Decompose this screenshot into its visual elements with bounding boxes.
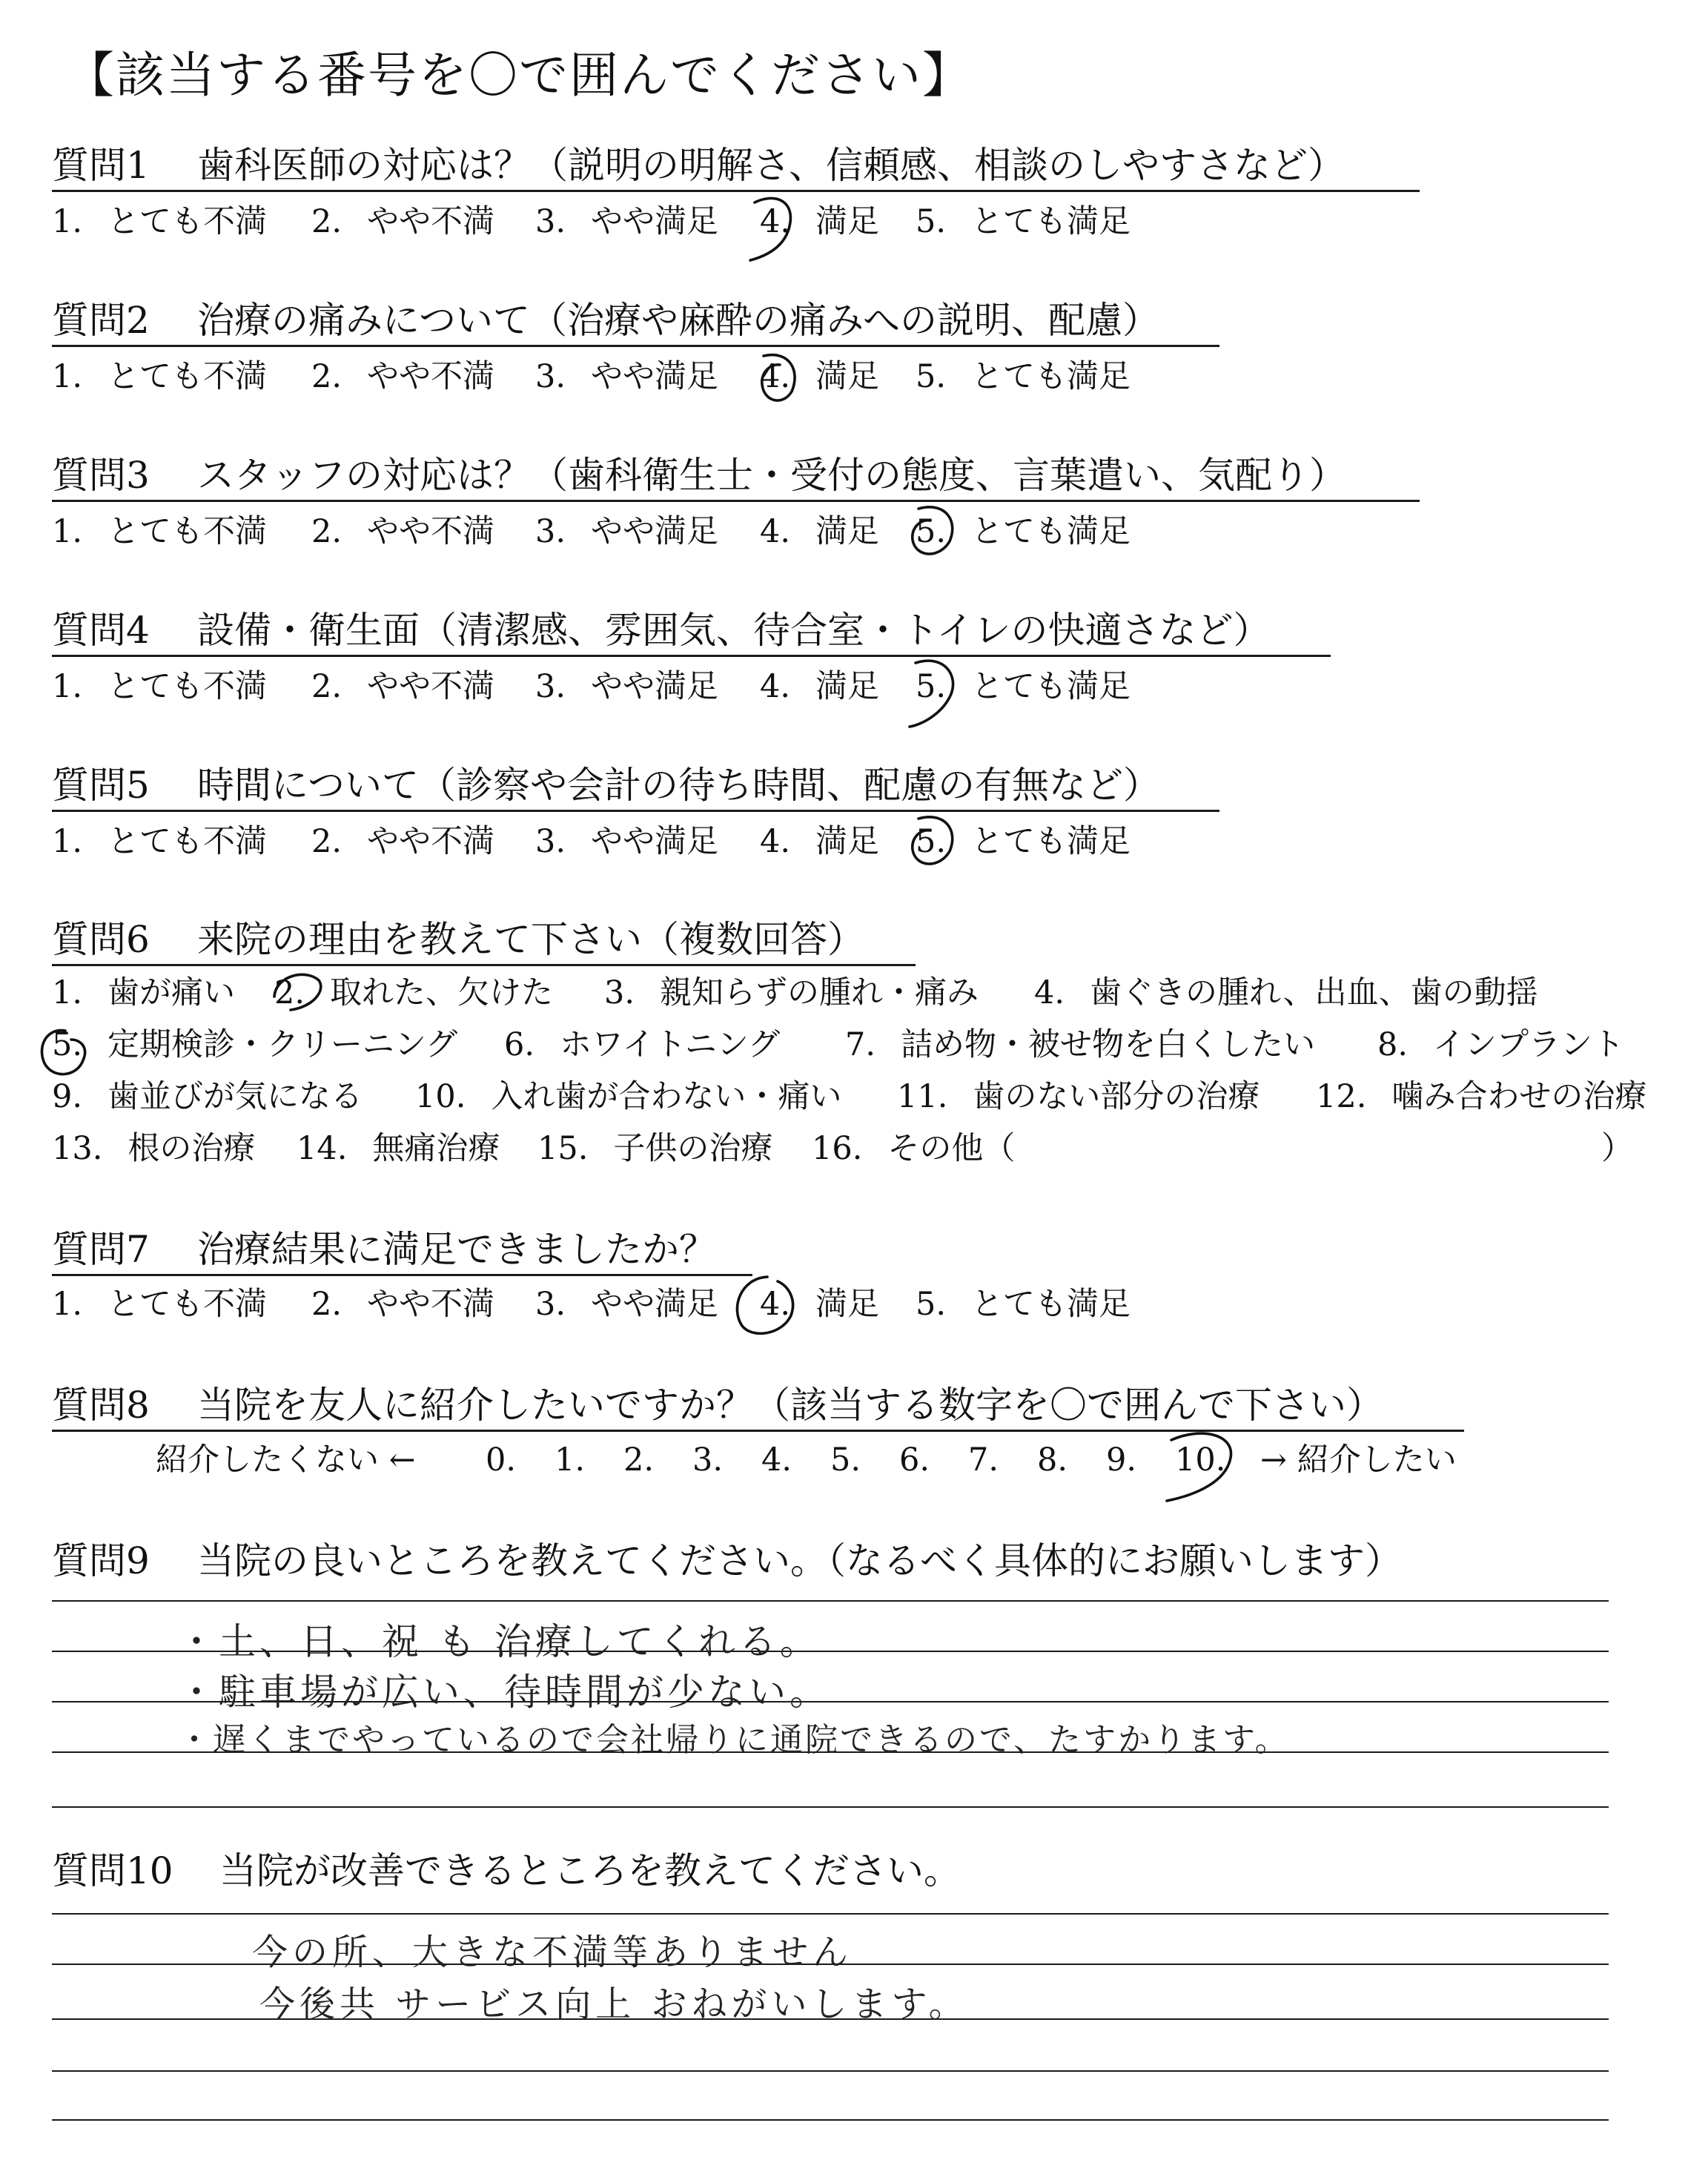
question-7-option-2[interactable]: 2. やや不満	[311, 1286, 495, 1323]
good-points-answer-3[interactable]: ・遅くまでやっているので会社帰りに通院できるので、たすかります。	[178, 1721, 1290, 1759]
good-points-answer-2[interactable]: ・駐車場が広い、待時間が少ない。	[178, 1671, 830, 1714]
reason-option-2[interactable]: 2. 取れた、欠けた	[274, 974, 554, 1011]
question-5-option-2[interactable]: 2. やや不満	[311, 823, 495, 860]
question-5-option-3[interactable]: 3. やや満足	[535, 823, 719, 860]
scale-8[interactable]: 8.	[1037, 1441, 1068, 1479]
question-5-heading	[52, 764, 1160, 807]
question-6-number: 質問6	[52, 918, 150, 961]
question-4-option-3[interactable]: 3. やや満足	[535, 668, 719, 705]
question-1-option-3[interactable]: 3. やや満足	[535, 203, 719, 240]
scale-7[interactable]: 7.	[968, 1441, 999, 1479]
improvement-answer-1[interactable]: 今の所、大きな不満等ありません	[252, 1932, 853, 1973]
question-3-heading	[52, 454, 1346, 497]
question-3-option-3[interactable]: 3. やや満足	[535, 513, 719, 550]
question-5-number: 質問5	[52, 764, 150, 807]
question-7-option-5[interactable]: 5. とても満足	[916, 1286, 1131, 1323]
question-2-option-3[interactable]: 3. やや満足	[535, 358, 719, 395]
question-4-option-5[interactable]: 5. とても満足	[916, 668, 1131, 705]
question-1-underline	[52, 190, 1420, 192]
reason-option-12[interactable]: 12. 噛み合わせの治療	[1316, 1078, 1647, 1115]
question-7-option-4[interactable]: 4. 満足	[760, 1286, 880, 1323]
reason-option-1[interactable]: 1. 歯が痛い	[52, 974, 236, 1011]
answer-line	[52, 2070, 1609, 2072]
answer-line	[52, 1806, 1609, 1808]
question-7-number: 質問7	[52, 1228, 150, 1271]
question-8-text: 当院を友人に紹介したいですか？（該当する数字を〇で囲んで下さい）	[197, 1384, 1383, 1427]
question-5-option-4[interactable]: 4. 満足	[760, 823, 880, 860]
question-4-option-2[interactable]: 2. やや不満	[311, 668, 495, 705]
question-2-option-5[interactable]: 5. とても満足	[916, 358, 1131, 395]
question-4-option-4[interactable]: 4. 満足	[760, 668, 880, 705]
question-8-heading	[52, 1384, 1383, 1427]
question-6-heading	[52, 918, 864, 961]
scale-5[interactable]: 5.	[830, 1441, 861, 1479]
reason-option-6[interactable]: 6. ホワイトニング	[504, 1026, 781, 1063]
scale-1[interactable]: 1.	[555, 1441, 586, 1479]
question-3-number: 質問3	[52, 454, 150, 497]
question-2-underline	[52, 345, 1219, 347]
question-5-option-5[interactable]: 5. とても満足	[916, 823, 1131, 860]
question-1-option-4[interactable]: 4. 満足	[760, 203, 880, 240]
question-3-text: スタッフの対応は？（歯科衛生士・受付の態度、言葉遣い、気配り）	[197, 454, 1346, 497]
question-3-option-2[interactable]: 2. やや不満	[311, 513, 495, 550]
question-3-option-4[interactable]: 4. 満足	[760, 513, 880, 550]
scale-6[interactable]: 6.	[899, 1441, 930, 1479]
reason-option-15[interactable]: 15. 子供の治療	[537, 1130, 773, 1167]
question-2-heading	[52, 299, 1159, 342]
recommend-right-label: → 紹介したい	[1260, 1441, 1457, 1479]
question-4-number: 質問4	[52, 609, 150, 652]
question-3-option-5[interactable]: 5. とても満足	[916, 513, 1131, 550]
reason-option-13[interactable]: 13. 根の治療	[52, 1130, 256, 1167]
question-7-option-3[interactable]: 3. やや満足	[535, 1286, 719, 1323]
reason-option-11[interactable]: 11. 歯のない部分の治療	[897, 1078, 1260, 1115]
reason-option-9[interactable]: 9. 歯並びが気になる	[52, 1078, 363, 1115]
answer-line	[52, 1600, 1609, 1602]
question-9-text: 当院の良いところを教えてください。（なるべく具体的にお願いします）	[197, 1539, 1402, 1582]
question-8-underline	[52, 1430, 1464, 1432]
question-2-number: 質問2	[52, 299, 150, 342]
recommend-left-label: 紹介したくない ←	[156, 1441, 416, 1479]
reason-option-3[interactable]: 3. 親知らずの腫れ・痛み	[604, 974, 979, 1011]
question-1-option-2[interactable]: 2. やや不満	[311, 203, 495, 240]
answer-line	[52, 2119, 1609, 2121]
page-title: 【該当する番号を〇で囲んでください】	[65, 47, 973, 104]
question-7-heading	[52, 1228, 716, 1271]
question-6-underline	[52, 964, 916, 966]
question-5-option-1[interactable]: 1. とても不満	[52, 823, 268, 860]
question-5-underline	[52, 810, 1219, 812]
question-1-option-1[interactable]: 1. とても不満	[52, 203, 268, 240]
question-3-option-1[interactable]: 1. とても不満	[52, 513, 268, 550]
scale-10[interactable]: 10.	[1175, 1441, 1226, 1479]
scale-0[interactable]: 0.	[486, 1441, 517, 1479]
question-5-text: 時間について（診察や会計の待ち時間、配慮の有無など）	[197, 764, 1160, 807]
question-7-text: 治療結果に満足できましたか？	[197, 1228, 716, 1271]
question-4-option-1[interactable]: 1. とても不満	[52, 668, 268, 705]
reason-option-4[interactable]: 4. 歯ぐきの腫れ、出血、歯の動揺	[1034, 974, 1538, 1011]
scale-2[interactable]: 2.	[623, 1441, 655, 1479]
improvement-answer-2[interactable]: 今後共 サービス向上 おねがいします。	[259, 1984, 969, 2025]
question-4-text: 設備・衛生面（清潔感、雰囲気、待合室・トイレの快適さなど）	[197, 609, 1271, 652]
question-8-number: 質問8	[52, 1384, 150, 1427]
question-1-option-5[interactable]: 5. とても満足	[916, 203, 1131, 240]
scale-9[interactable]: 9.	[1106, 1441, 1137, 1479]
reason-option-8[interactable]: 8. インプラント	[1377, 1026, 1625, 1063]
question-9-number: 質問9	[52, 1539, 150, 1582]
scale-3[interactable]: 3.	[692, 1441, 724, 1479]
question-1-heading	[52, 144, 1345, 187]
question-10-heading	[52, 1849, 961, 1892]
question-7-underline	[52, 1274, 752, 1276]
question-1-number: 質問1	[52, 144, 150, 187]
scale-4[interactable]: 4.	[761, 1441, 792, 1479]
question-6-text: 来院の理由を教えて下さい（複数回答）	[197, 918, 864, 961]
question-9-heading	[52, 1539, 1402, 1582]
question-10-text: 当院が改善できるところを教えてください。	[219, 1849, 961, 1892]
other-close-paren: ）	[1601, 1130, 1633, 1167]
question-3-underline	[52, 500, 1420, 502]
reason-option-5[interactable]: 5. 定期検診・クリーニング	[52, 1026, 458, 1063]
question-2-text: 治療の痛みについて（治療や麻酔の痛みへの説明、配慮）	[197, 299, 1159, 342]
reason-option-7[interactable]: 7. 詰め物・被せ物を白くしたい	[845, 1026, 1316, 1063]
reason-option-14[interactable]: 14. 無痛治療	[297, 1130, 500, 1167]
reason-option-16[interactable]: 16. その他（	[812, 1130, 1016, 1167]
question-1-text: 歯科医師の対応は？（説明の明解さ、信頼感、相談のしやすさなど）	[197, 144, 1345, 187]
reason-option-10[interactable]: 10. 入れ歯が合わない・痛い	[415, 1078, 842, 1115]
good-points-answer-1[interactable]: ・土、日、祝 も 治療してくれる。	[178, 1620, 821, 1663]
question-7-option-1[interactable]: 1. とても不満	[52, 1286, 268, 1323]
question-2-option-4[interactable]: 4. 満足	[760, 358, 880, 395]
question-2-option-2[interactable]: 2. やや不満	[311, 358, 495, 395]
question-10-number: 質問10	[52, 1849, 173, 1892]
question-2-option-1[interactable]: 1. とても不満	[52, 358, 268, 395]
question-4-underline	[52, 655, 1331, 657]
question-4-heading	[52, 609, 1271, 652]
answer-line	[52, 1913, 1609, 1915]
